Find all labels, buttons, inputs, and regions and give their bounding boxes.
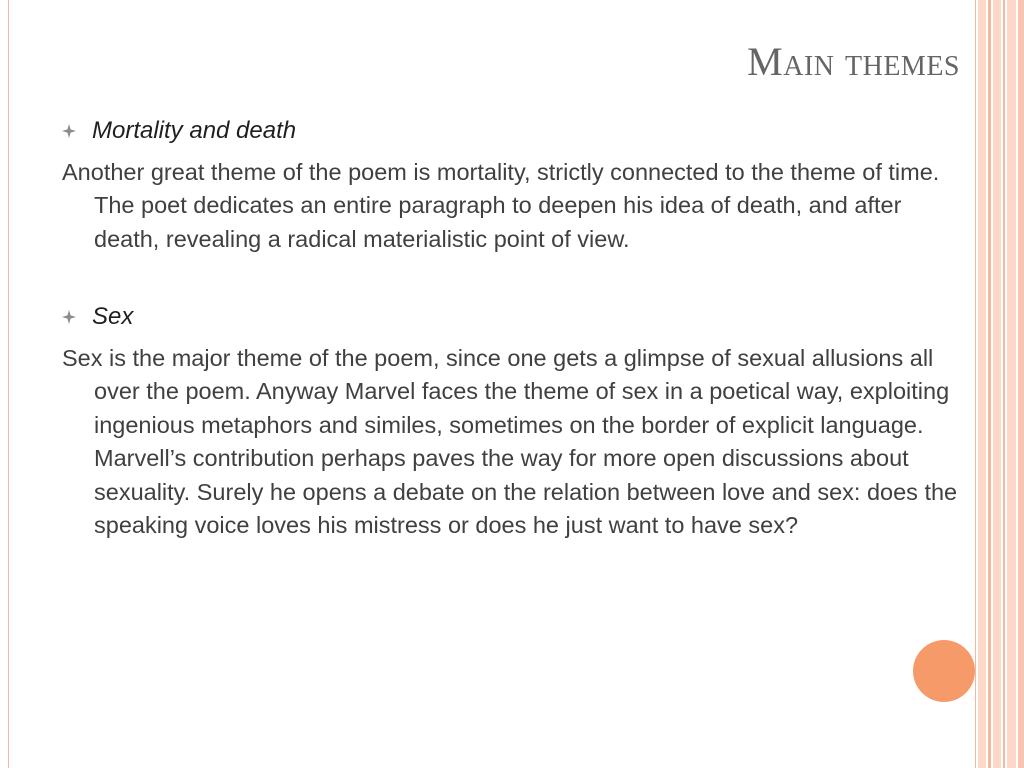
slide-content (62, 114, 962, 543)
decorative-stripe (988, 0, 991, 768)
decorative-stripe (993, 0, 1001, 768)
slide-title: Main themes (747, 39, 960, 84)
section-body-mortality: Another great theme of the poem is mortality, strictly connected to the theme of time. The poet dedicates an entire paragraph to deepen his idea of death, and after death, revealing a radical materialistic point of view. (62, 158, 940, 252)
section-heading-text: Sex (92, 303, 134, 330)
section-body-sex: Sex is the major theme of the poem, since one gets a glimpse of sexual allusions all over the poem. Anyway Marvel faces the theme of sex in a poetical way, exploiting ingenious metaphors and similes, sometimes on the border of explicit language. Marvell’s contribution perhaps paves the way for more open discussions about sexuality. Surely he opens a debate on the relation between love and sex: does the speaking voice loves his mistress or does he just want to have sex? (62, 344, 958, 538)
section-spacer (62, 256, 962, 300)
decorative-stripe (1018, 0, 1024, 768)
diamond-bullet-icon (62, 310, 76, 324)
section-heading-text: Mortality and death (92, 117, 297, 144)
decorative-orange-circle (913, 640, 975, 702)
diamond-bullet-icon (62, 124, 76, 138)
decorative-stripe (1003, 0, 1005, 768)
decorative-stripe (978, 0, 986, 768)
decorative-stripe (1007, 0, 1016, 768)
section-heading-sex (62, 300, 962, 334)
section-heading-mortality (62, 114, 962, 148)
